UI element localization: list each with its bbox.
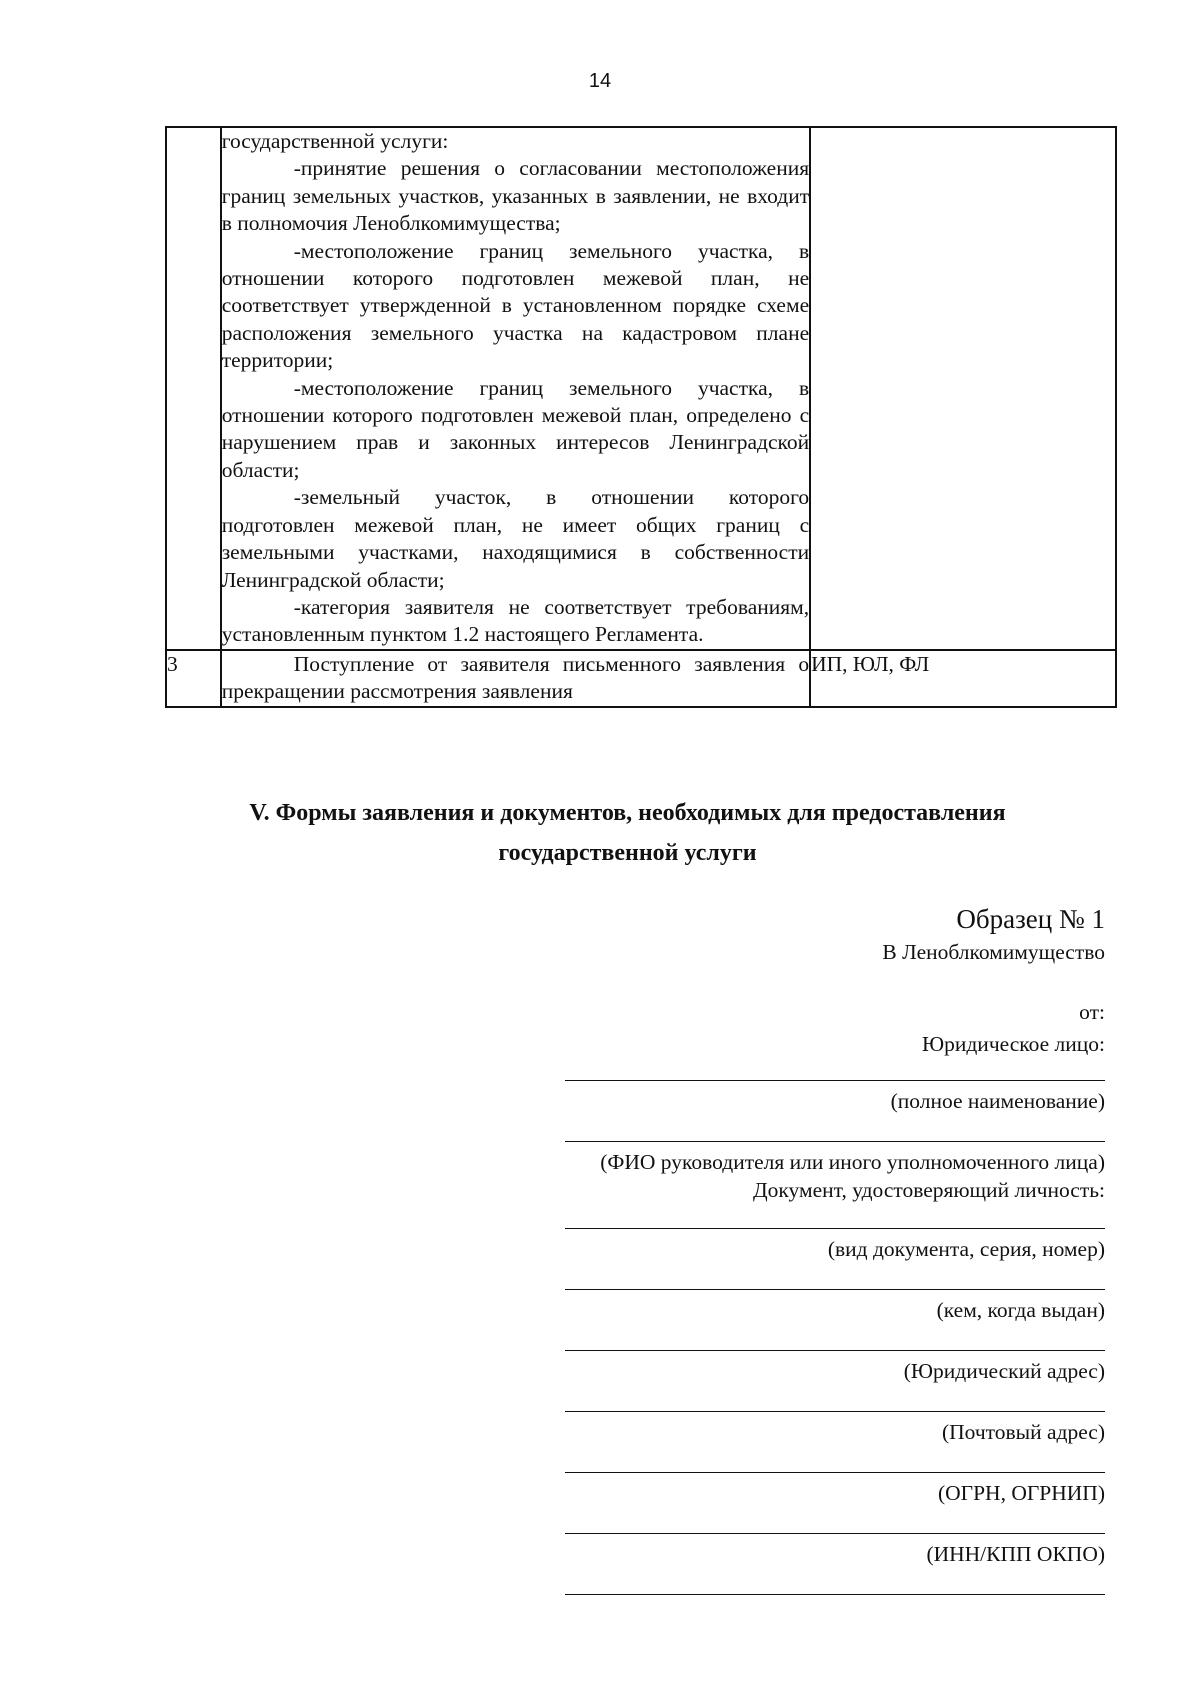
field-caption: (полное наименование)	[890, 1089, 1105, 1113]
row-description-cell	[221, 127, 810, 650]
blank-line[interactable]	[565, 1350, 1105, 1351]
row-text-paragraph: -принятие решения о согласовании местоположения границ земельных участков, указанных в заявлении, не входит в полномочия Леноблкомимущества;	[221, 156, 810, 236]
row-text-paragraph: -категория заявителя не соответствует требованиям, установленным пунктом 1.2 настоящего Регламента.	[221, 594, 810, 647]
row-number-cell: 3	[166, 650, 221, 707]
page-number: 14	[588, 70, 612, 92]
row-text-paragraph: Поступление от заявителя письменного заявления о прекращении рассмотрения заявления	[221, 651, 810, 704]
from-label: от:	[1079, 1000, 1105, 1024]
section-title-line: V. Формы заявления и документов, необходимых для предоставления	[249, 800, 1006, 826]
blank-line[interactable]	[565, 1594, 1105, 1595]
field-caption: (вид документа, серия, номер)	[827, 1237, 1105, 1261]
blank-line[interactable]	[565, 1080, 1105, 1081]
field-caption: (кем, когда выдан)	[936, 1298, 1105, 1322]
field-caption: (ИНН/КПП ОКПО)	[926, 1542, 1105, 1566]
table-row	[166, 127, 1116, 650]
sample-label: Образец № 1	[956, 904, 1105, 934]
row-text-paragraph: -местоположение границ земельного участка, в отношении которого подготовлен межевой план, определено с нарушением прав и законных интересов Ленинградской области;	[221, 375, 810, 482]
addressee: В Леноблкомимущество	[882, 940, 1105, 964]
field-caption: (ФИО руководителя или иного уполномоченного лица)	[600, 1150, 1105, 1174]
application-form-header	[565, 900, 1105, 1595]
blank-line[interactable]	[565, 1411, 1105, 1412]
field-caption: (Почтовый адрес)	[941, 1420, 1105, 1444]
row-applicants-cell	[810, 127, 1116, 650]
row-text-line: государственной услуги:	[221, 129, 449, 153]
field-caption: (ОГРН, ОГРНИП)	[937, 1481, 1105, 1505]
row-applicants-cell: ИП, ЮЛ, ФЛ	[810, 650, 1116, 707]
blank-line[interactable]	[565, 1228, 1105, 1229]
blank-line[interactable]	[565, 1533, 1105, 1534]
row-text-paragraph: -местоположение границ земельного участка, в отношении которого подготовлен межевой план, не соответствует утвержденной в установленном порядке схеме расположения земельного участка на кадастровом плане территории;	[221, 238, 810, 373]
row-number-cell	[166, 127, 221, 650]
entity-label: Юридическое лицо:	[922, 1032, 1105, 1056]
section-title	[150, 793, 1105, 873]
blank-line[interactable]	[565, 1141, 1105, 1142]
row-description-cell	[221, 650, 810, 707]
field-caption: (Юридический адрес)	[903, 1359, 1105, 1383]
table-row	[166, 650, 1116, 707]
blank-line[interactable]	[565, 1289, 1105, 1290]
section-title-line: государственной услуги	[498, 840, 757, 866]
row-text-paragraph: -земельный участок, в отношении которого подготовлен межевой план, не имеет общих границ с земельными участками, находящимися в собственности Ленинградской области;	[221, 485, 810, 592]
grounds-table	[165, 126, 1117, 708]
blank-line[interactable]	[565, 1472, 1105, 1473]
id-document-label: Документ, удостоверяющий личность:	[753, 1178, 1105, 1202]
